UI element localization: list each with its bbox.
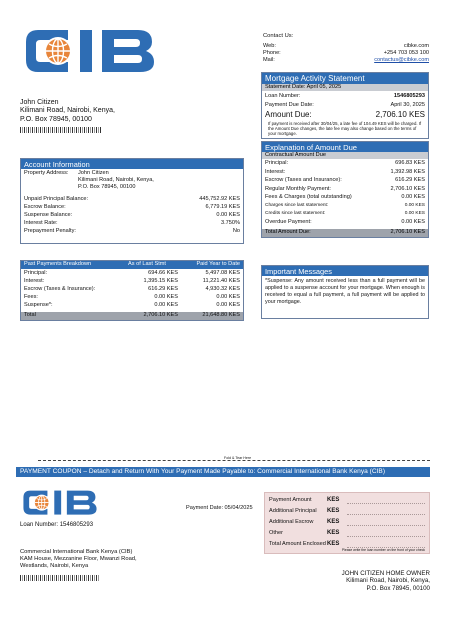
past-payments-header <box>21 261 243 269</box>
row-ytd: 0.00 KES <box>216 294 240 300</box>
explanation-row-label: Credits since last statement: <box>265 210 326 216</box>
messages-body: *Suspense: Any amount received less than a full payment will be applied to a suspense account for your mortgage. When enough is received to equal a full payment, a full payment will be applied to your mortgage. <box>265 278 425 306</box>
account-row-label: Interest Rate: <box>24 219 58 226</box>
row-ytd: 5,497.08 KES <box>205 270 240 276</box>
past-payments-row <box>24 294 240 302</box>
web-label: Web: <box>263 43 276 50</box>
coupon-field-row[interactable] <box>269 506 425 517</box>
coupon-field-row[interactable] <box>269 517 425 528</box>
postal-barcode <box>20 127 102 133</box>
explanation-row-label: Escrow (Taxes and Insurance): <box>265 177 342 183</box>
total-label: Total <box>24 312 36 318</box>
messages-title: Important Messages <box>262 266 428 276</box>
account-row <box>24 196 240 204</box>
bank-address <box>20 549 137 581</box>
past-payments-row <box>24 302 240 310</box>
mail-label: Mail: <box>263 57 275 64</box>
explanation-row-label: Fees & Charges (total outstanding) <box>265 194 352 200</box>
property-line: Kilimani Road, Nairobi, Kenya, <box>78 176 154 183</box>
row-last: 0.00 KES <box>154 302 178 308</box>
statement-date: Statement Date: April 05, 2025 <box>262 84 428 91</box>
explanation-row-label: Charges since last statement: <box>265 202 329 208</box>
property-line: John Citizen <box>78 170 109 176</box>
coupon-field-input[interactable] <box>347 509 425 515</box>
explanation-row <box>265 219 425 228</box>
total-amount-due-row <box>262 229 428 237</box>
row-label: Principal: <box>24 270 48 276</box>
phone-label: Phone: <box>263 50 281 57</box>
explanation-row-value: 696.83 KES <box>395 160 425 166</box>
coupon-barcode <box>20 575 100 581</box>
explanation-row-value: 0.00 KES <box>401 194 425 200</box>
account-row-value: No <box>232 227 240 234</box>
past-payments-row <box>24 278 240 286</box>
coupon-field-label: Other <box>269 530 283 536</box>
messages-box <box>261 265 429 319</box>
coupon-fields-box <box>264 492 430 554</box>
account-title: Account Information <box>21 159 243 169</box>
customer-address <box>20 99 115 133</box>
explanation-row <box>265 160 425 169</box>
coupon-field-label: Additional Principal <box>269 508 317 514</box>
property-address-label: Property Address: <box>24 170 69 176</box>
tear-line-label: Fold & Tear Here <box>224 456 252 460</box>
cib-logo <box>20 20 160 80</box>
coupon-field-row[interactable] <box>269 495 425 506</box>
coupon-field-currency: KES <box>327 529 340 536</box>
coupon-field-input[interactable] <box>347 531 425 537</box>
row-last: 0.00 KES <box>154 294 178 300</box>
explanation-row-label: Interest: <box>265 168 286 175</box>
explanation-row <box>265 203 425 211</box>
total-due-value: 2,706.10 KES <box>390 229 425 235</box>
row-label: Fees: <box>24 294 38 300</box>
account-row <box>24 220 240 228</box>
explanation-row <box>265 186 425 195</box>
account-row <box>24 228 240 236</box>
statement-box <box>261 72 429 139</box>
account-row-value: 0.00 KES <box>216 211 240 218</box>
bank-line: Commercial International Bank Kenya (CIB) <box>20 549 133 555</box>
account-row-label: Unpaid Principal Balance: <box>24 195 89 202</box>
account-row-value: 445,752.92 KES <box>199 195 240 202</box>
customer-name: John Citizen <box>20 99 59 106</box>
explanation-row <box>265 169 425 178</box>
contact-block <box>263 33 429 64</box>
past-payments-col-label: Past Payments Breakdown <box>24 261 92 267</box>
row-label: Escrow (Taxes & Insurance): <box>24 286 96 292</box>
explanation-row-label: Regular Monthly Payment: <box>265 185 331 192</box>
bank-line: KAM House, Mezzanine Floor, Mwanzi Road, <box>20 556 137 563</box>
account-row-label: Prepayment Penalty: <box>24 227 76 234</box>
row-label: Interest: <box>24 278 45 284</box>
statement-title: Mortgage Activity Statement <box>262 73 428 84</box>
past-payments-table <box>20 260 244 321</box>
property-line: P.O. Box 78945, 00100 <box>78 183 136 190</box>
past-payments-row <box>24 286 240 294</box>
due-date-value: April 30, 2025 <box>390 101 425 108</box>
total-ytd: 21,648.80 KES <box>202 312 240 318</box>
amount-due-label: Amount Due: <box>265 109 312 119</box>
explanation-row-value: 0.00 KES <box>404 210 425 216</box>
coupon-field-input[interactable] <box>347 520 425 526</box>
total-last: 2,706.10 KES <box>143 312 178 318</box>
past-payments-col-ytd: Paid Year to Date <box>196 261 240 267</box>
late-fee-note: If payment is received after 30/04/25, a late fee of 104.49 KES will be charged. If the Amount Due changes, the late fee may also change based on the terms of your mortgage. <box>268 120 422 137</box>
coupon-fields-note: Please write the loan number on the front of your check <box>341 547 425 552</box>
web-value[interactable]: cibke.com <box>403 43 429 50</box>
coupon-field-row[interactable] <box>269 528 425 539</box>
contact-title: Contact Us: <box>263 33 294 39</box>
loan-number-label: Loan Number: <box>265 93 301 99</box>
account-box <box>20 158 244 244</box>
coupon-field-currency: KES <box>327 540 340 547</box>
past-payments-total-row <box>21 312 243 320</box>
explanation-row-value: 2,706.10 KES <box>390 185 425 192</box>
owner-address <box>342 570 430 592</box>
row-last: 616.29 KES <box>148 286 178 292</box>
phone-value: +254 703 053 100 <box>383 50 429 57</box>
coupon-field-currency: KES <box>327 518 340 525</box>
row-last: 694.66 KES <box>148 270 178 276</box>
bank-line: Westlands, Nairobi, Kenya <box>20 563 89 570</box>
explanation-row <box>265 211 425 219</box>
row-ytd: 4,930.32 KES <box>205 286 240 292</box>
explanation-row-label: Principal: <box>265 160 289 166</box>
coupon-field-input[interactable] <box>347 498 425 504</box>
owner-line: JOHN CITIZEN HOME OWNER <box>341 570 430 577</box>
coupon-field-currency: KES <box>327 507 340 514</box>
explanation-row-value: 1,392.98 KES <box>390 168 425 175</box>
account-row <box>24 204 240 212</box>
row-ytd: 11,221.40 KES <box>202 278 240 284</box>
coupon-cib-logo <box>20 484 100 520</box>
row-ytd: 0.00 KES <box>216 302 240 308</box>
loan-number-value: 1546805293 <box>393 93 425 99</box>
explanation-row <box>265 194 425 203</box>
account-row-label: Suspense Balance: <box>24 211 73 218</box>
owner-line: P.O. Box 78945, 00100 <box>366 584 430 592</box>
row-label: Suspense*: <box>24 302 53 308</box>
explanation-title: Explanation of Amount Due <box>262 142 428 152</box>
property-address-lines <box>78 170 154 191</box>
coupon-field-currency: KES <box>327 496 340 503</box>
past-payments-col-last: As of Last Stmt <box>128 261 166 267</box>
coupon-banner: PAYMENT COUPON – Detach and Return With Your Payment Made Payable to: Commercial International Bank Kenya (CIB) <box>16 467 430 477</box>
coupon-field-label: Payment Amount <box>269 497 312 503</box>
due-date-label: Payment Due Date: <box>265 101 314 108</box>
explanation-subtitle: Contractual Amount Due <box>262 152 428 159</box>
customer-address-line2: P.O. Box 78945, 00100 <box>20 115 92 123</box>
coupon-field-label: Total Amount Enclosed <box>269 541 326 547</box>
explanation-row-value: 616.29 KES <box>395 177 425 183</box>
explanation-row-value: 0.00 KES <box>401 218 425 225</box>
owner-line: Kilimani Road, Nairobi, Kenya, <box>346 577 430 585</box>
coupon-loan-number: Loan Number: 1546805293 <box>20 522 94 528</box>
past-payments-row <box>24 270 240 278</box>
explanation-row-label: Overdue Payment: <box>265 218 312 225</box>
explanation-box <box>261 141 429 238</box>
explanation-row <box>265 177 425 186</box>
row-last: 1,395.15 KES <box>143 278 178 284</box>
customer-address-line1: Kilimani Road, Nairobi, Kenya, <box>20 107 115 115</box>
account-row <box>24 212 240 220</box>
coupon-field-input[interactable] <box>347 542 425 548</box>
account-row-value: 6,779.19 KES <box>205 203 240 210</box>
coupon-payment-date: Payment Date: 05/04/2025 <box>186 505 253 511</box>
total-due-label: Total Amount Due: <box>265 229 311 235</box>
coupon-field-label: Additional Escrow <box>269 519 314 525</box>
account-row-value: 3.750% <box>221 219 240 226</box>
amount-due-value: 2,706.10 KES <box>375 109 425 119</box>
mail-value[interactable]: contactus@cibke.com <box>374 57 429 64</box>
account-row-label: Escrow Balance: <box>24 203 66 210</box>
explanation-row-value: 0.00 KES <box>404 202 425 208</box>
